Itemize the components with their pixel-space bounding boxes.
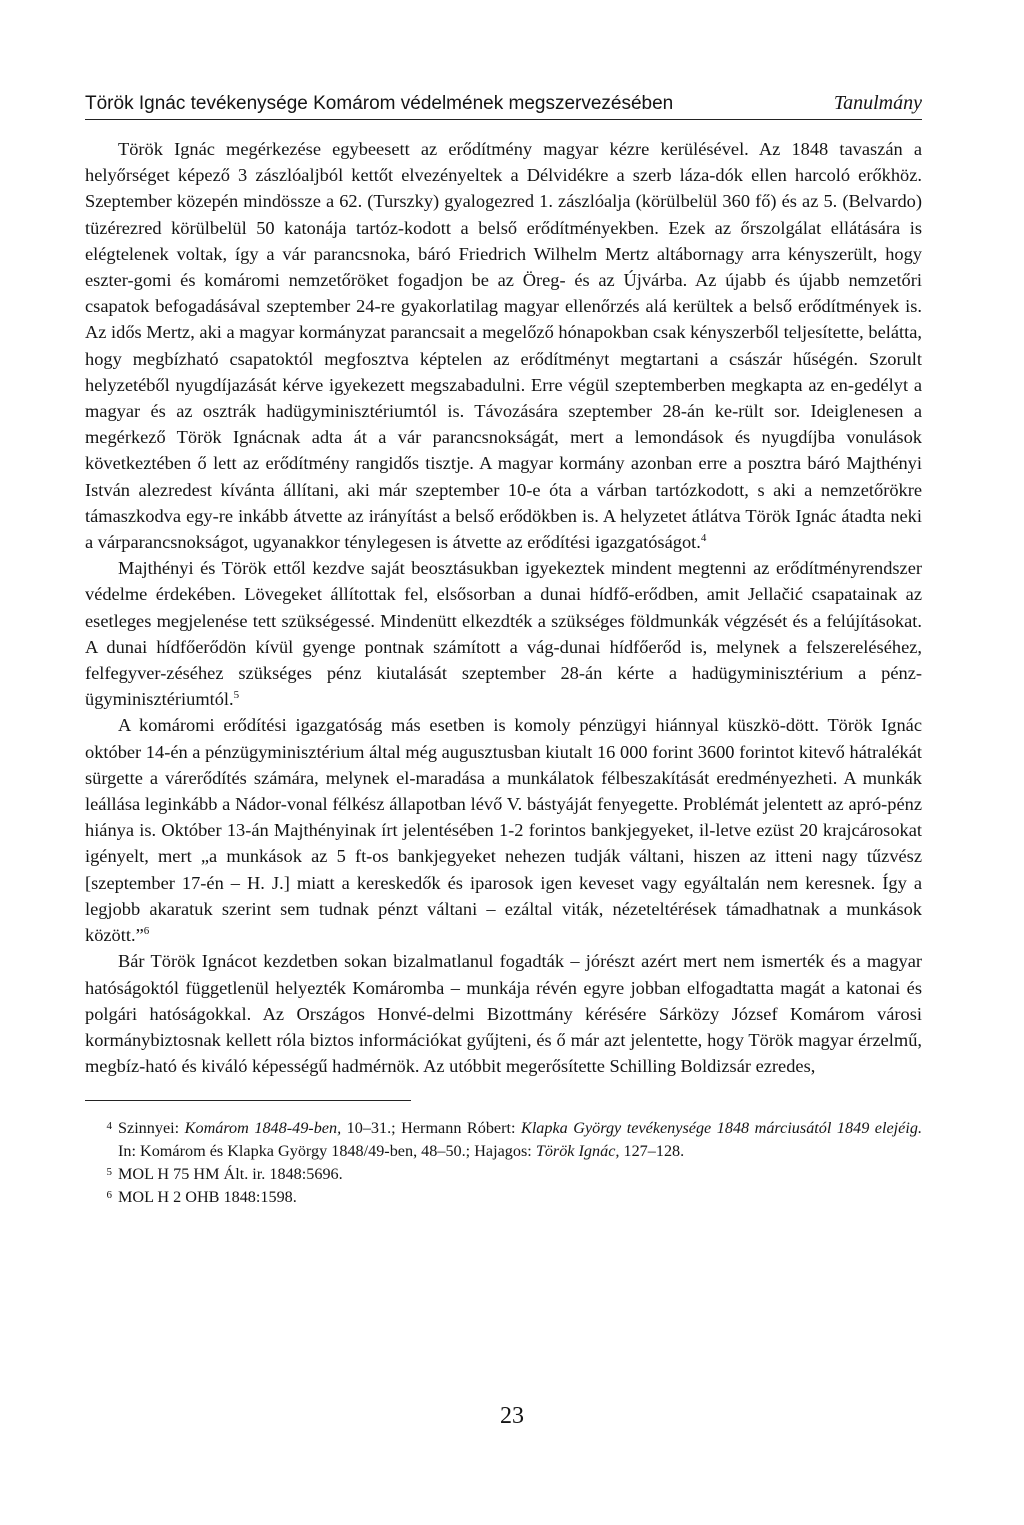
footnote-divider — [85, 1100, 411, 1101]
section-label: Tanulmány — [833, 92, 922, 114]
footnote-ref: 5 — [233, 689, 240, 702]
footnote — [85, 1186, 922, 1209]
paragraph-text: A komáromi erődítési igazgatóság más esetben is komoly pénzügyi hiánnyal küszkö-dött. Török Ignác október 14-én a pénzügyminisztérium által még augusztusban kiutalt 16 000 forint 3600 forintot kitevő hátralékát sürgette a várerődítés számára, melynek el-maradása a munkálatok félbeszakítását eredményezheti. A munkák leállása leginkább a Nádor-vonal félkész állapotban lévő V. bástyáját fenyegette. Problémát jelentett az apró-pénz hiánya is. Október 13-án Majthényinak írt jelentésében 1-2 forintos bankjegyeket, il-letve ezüst 20 krajcárosokat igényelt, mert „a munkások az 5 ft-os bankjegyeket nehezen tudják váltani, hiszen az itteni nagy tűzvész [szeptember 17-én – H. J.] miatt a kereskedők és iparosok igen keveset vagy egyáltalán nem keresnek. Így a legjobb akaratuk szerint sem tudnak pénzt váltani – ezáltal viták, nézeteltérések támadhatnak a munkások között.” — [85, 715, 922, 946]
paragraph-text: Török Ignác megérkezése egybeesett az erődítmény magyar kézre kerülésével. Az 1848 tavaszán a helyőrséget képező 3 zászlóaljból kettőt elvezényeltek a Délvidékre a szerb láza-dók ellen harcoló erőkhöz. Szeptember közepén mindössze a 62. (Turszky) gyalogezred 1. zászlóalja (körülbelül 360 fő) és az 5. (Belvardo) tüzérezred körülbelül 50 katonája tartóz-kodott a belső erődítményekben. Ezek az őrszolgálat ellátására is elégtelenek voltak, így a vár parancsnoka, báró Friedrich Wilhelm Mertz altábornagy arra kényszerült, hogy eszter-gomi és komáromi nemzetőröket fogadjon be az Öreg- és az Újvárba. Az újabb és újabb nemzetőri csapatok befogadásával szeptember 24-re gyakorlatilag magyar ellenőrzés alá kerültek a belső erődítmények is. Az idős Mertz, aki a magyar kormányzat parancsait a megelőző hónapokban csak kényszerből teljesítette, belátta, hogy megbízható csapatoktól megfosztva képtelen az erődítményt megtartani a császár hűségén. Szorult helyzetéből nyugdíjazását kérve igyekezett megszabadulni. Erre végül szeptemberben megkapta az en-gedélyt a magyar és az osztrák hadügyminisztériumtól is. Távozására szeptember 28-án ke-rült sor. Ideiglenesen a megérkező Török Ignácnak adta át a vár parancsnokságát, mert a lemondások és nyugdíjba vonulások következtében ő lett az erődítmény rangidős tisztje. A magyar kormány azonban erre a posztra báró Majthényi István alezredest kívánta állítani, aki már szeptember 10-e óta a várban tartózkodott, s aki a nemzetőrökre támaszkodva egy-re inkább átvette az irányítást a belső erődökben is. A helyzetet átlátva Török Ignác átadta neki a várparancsnokságot, ugyanakkor ténylegesen is átvette az erődítési igazgatóságot. — [85, 139, 922, 553]
paragraph — [85, 136, 922, 555]
footnote-text: MOL H 2 OHB 1848:1598. — [118, 1188, 297, 1207]
footnote-ref: 6 — [143, 925, 150, 938]
running-title: Török Ignác tevékenysége Komárom védelmének megszervezésében — [85, 93, 674, 114]
footnote — [85, 1163, 922, 1186]
page-number: 23 — [500, 1403, 524, 1429]
footnote-text: Szinnyei: Komárom 1848-49-ben, 10–31.; Hermann Róbert: Klapka György tevékenysége 1848 márciusától 1849 elejéig. In: Komárom és Klapka György 1848/49-ben, 48–50.; Hajagos: Török Ignác, 127–128. — [118, 1119, 922, 1161]
page — [85, 92, 922, 1209]
paragraph — [85, 948, 922, 1079]
footnote — [85, 1117, 922, 1163]
footnote-mark: 5 — [106, 1166, 112, 1179]
footnotes — [85, 1117, 922, 1209]
paragraph-text: Bár Török Ignácot kezdetben sokan bizalmatlanul fogadták – jórészt azért mert nem ismerték és a magyar hatóságoktól függetlenül helyezték Komáromba – munkája révén egyre jobban elfogadtatta magát a katonai és polgári hatóságokkal. Az Országos Honvé-delmi Bizottmány kérésére Sárközy József Komárom városi kormánybiztosnak kellett róla biztos információkat gyűjteni, és ő már azt jelentette, hogy Török magyar érzelmű, megbíz-ható és kiváló képességű hadmérnök. Az utóbbit megerősítette Schilling Boldizsár ezredes, — [85, 951, 922, 1077]
running-header — [85, 92, 922, 120]
footnote-text: MOL H 75 HM Ált. ir. 1848:5696. — [118, 1165, 343, 1184]
paragraph — [85, 555, 922, 712]
footnote-mark: 6 — [106, 1189, 112, 1202]
paragraph — [85, 712, 922, 948]
footnote-mark: 4 — [106, 1120, 112, 1133]
body-text — [85, 136, 922, 1079]
paragraph-text: Majthényi és Török ettől kezdve saját beosztásukban igyekeztek mindent megtenni az erődítményrendszer védelme érdekében. Lövegeket állítottak fel, elsősorban a dunai hídfő-erődben, amit Jellačić csapatainak az esetleges megjelenése tett szükségessé. Mindenütt elkezdték a szükséges földmunkák végzését és a felújításokat. A dunai hídfőerődön kívül gyenge pontnak számított a vág-dunai hídfőerőd is, melynek a felszereléséhez, felfegyver-zéséhez szükséges pénz kiutalását szeptember 28-án kérte a hadügyminisztérium a pénz-ügyminisztériumtól. — [85, 558, 922, 710]
footnote-ref: 4 — [700, 532, 707, 545]
